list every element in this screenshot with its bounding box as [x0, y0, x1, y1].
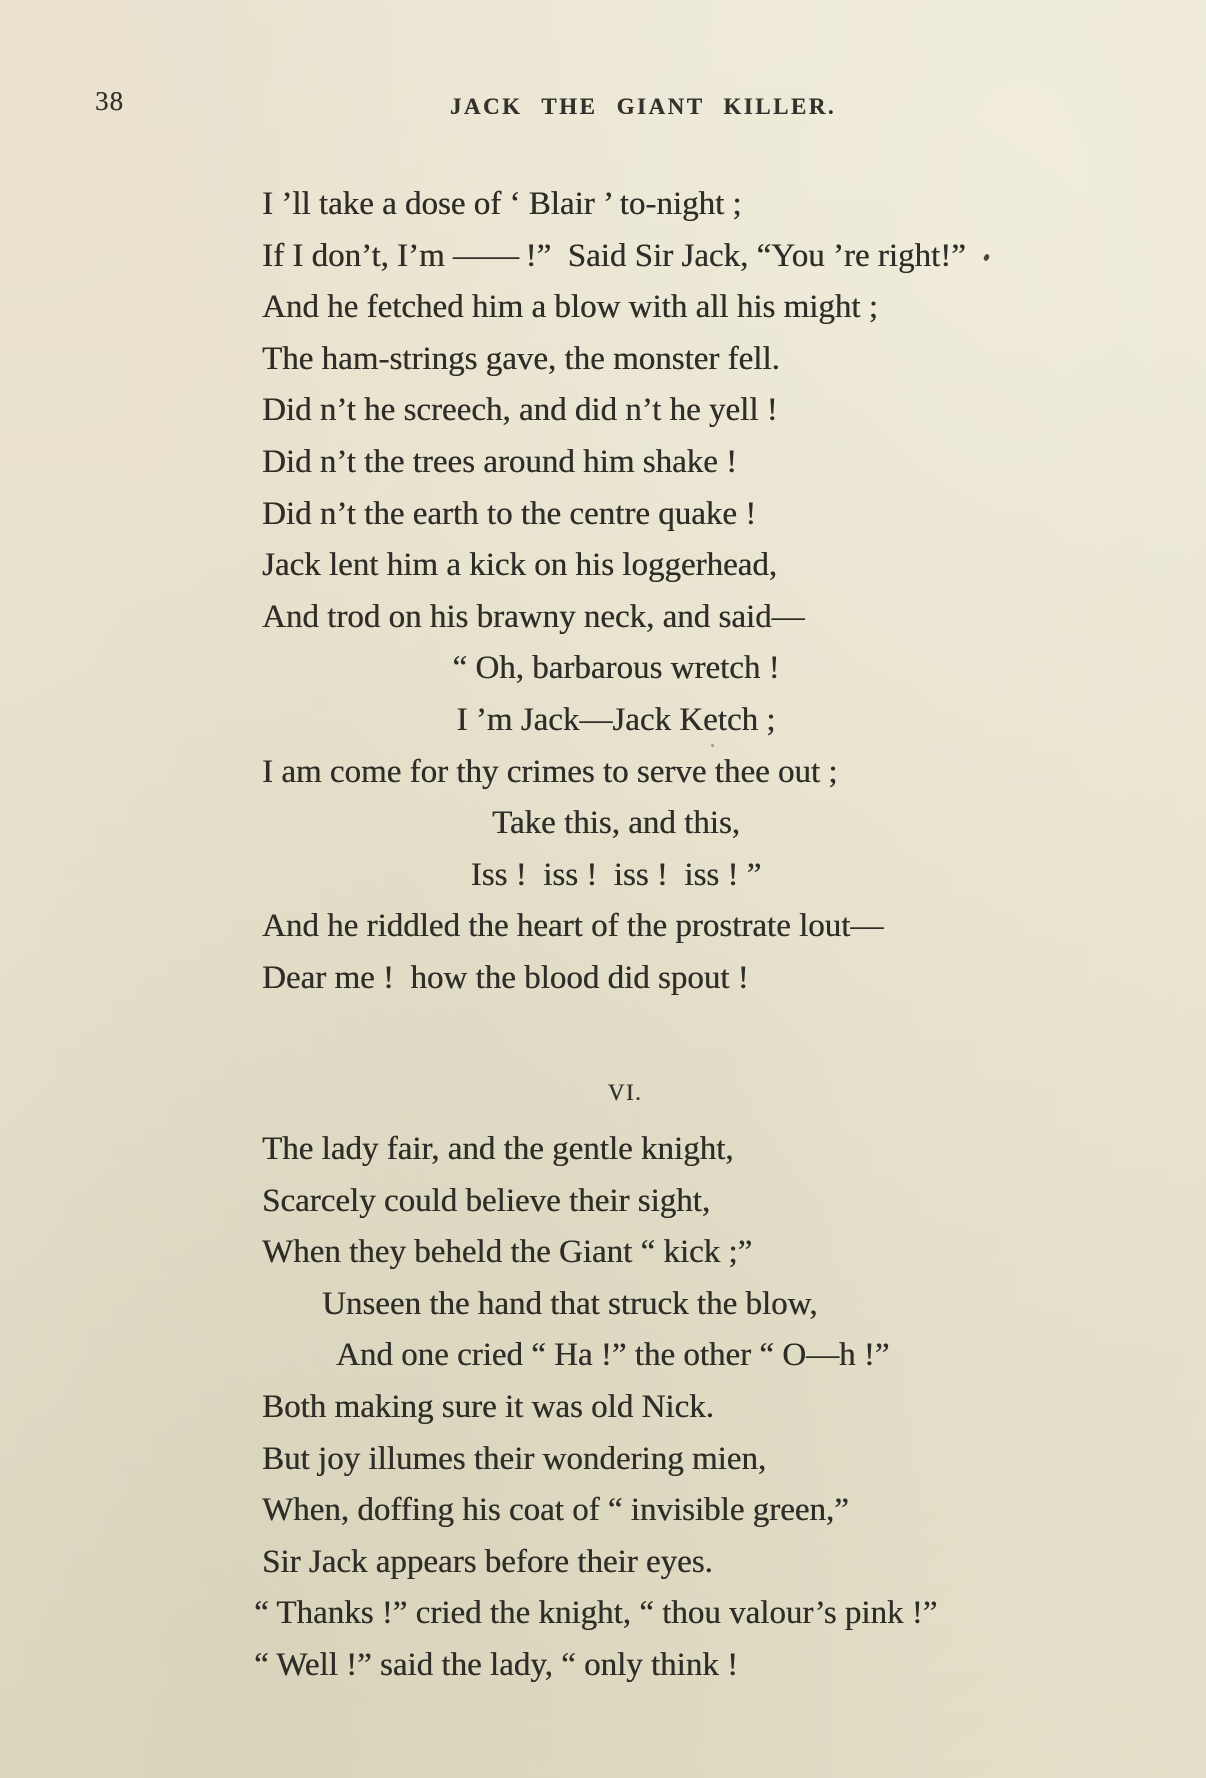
poem-line: Both making sure it was old Nick.: [262, 1389, 714, 1426]
poem-line: Jack lent him a kick on his loggerhead,: [262, 547, 778, 584]
poem-line: I ’m Jack—Jack Ketch ;: [456, 701, 776, 738]
poem-line: The lady fair, and the gentle knight,: [262, 1131, 734, 1168]
poem-line: And one cried “ Ha !” the other “ O—h !”: [336, 1337, 890, 1374]
poem-line: Dear me ! how the blood did spout !: [262, 959, 749, 996]
poem-text: [254, 179, 1040, 1692]
poem-line: And trod on his brawny neck, and said—: [262, 598, 805, 635]
page-number: 38: [95, 86, 124, 116]
poem-line: Unseen the hand that struck the blow,: [322, 1285, 818, 1322]
poem-line: Sir Jack appears before their eyes.: [262, 1543, 713, 1580]
poem-line: I ’ll take a dose of ‘ Blair ’ to-night ;: [262, 186, 742, 222]
running-header: [0, 0, 1206, 140]
poem-line: Scarcely could believe their sight,: [262, 1182, 711, 1219]
poem-line: Did n’t the trees around him shake !: [262, 443, 738, 480]
poem-line: Did n’t he screech, and did n’t he yell !: [262, 392, 778, 429]
poem-line: And he fetched him a blow with all his might ;: [262, 289, 878, 326]
poem-line: When they beheld the Giant “ kick ;”: [262, 1234, 753, 1271]
poem-line: I am come for thy crimes to serve thee out ;: [262, 753, 838, 790]
poem-line: When, doffing his coat of “ invisible green,”: [262, 1492, 849, 1529]
poem-line: Take this, and this,: [492, 805, 740, 842]
poem-line: The ham-strings gave, the monster fell.: [262, 340, 780, 377]
section-heading: VI.: [607, 1079, 643, 1105]
poem-line: “ Well !” said the lady, “ only think !: [254, 1647, 738, 1684]
poem-line: Iss ! iss ! iss ! iss ! ”: [470, 856, 762, 893]
poem-line: “ Oh, barbarous wretch !: [452, 650, 780, 687]
running-title: JACK THE GIANT KILLER.: [449, 94, 837, 119]
poem-line: And he riddled the heart of the prostrate lout—: [262, 908, 884, 945]
poem-line: Did n’t the earth to the centre quake !: [262, 495, 757, 532]
poem-line: “ Thanks !” cried the knight, “ thou valour’s pink !”: [254, 1595, 938, 1632]
poem-line: If I don’t, I’m —— !” Said Sir Jack, “You ’re right!”: [262, 237, 966, 274]
ink-speck: [711, 744, 714, 747]
poem-line: But joy illumes their wondering mien,: [262, 1440, 767, 1477]
